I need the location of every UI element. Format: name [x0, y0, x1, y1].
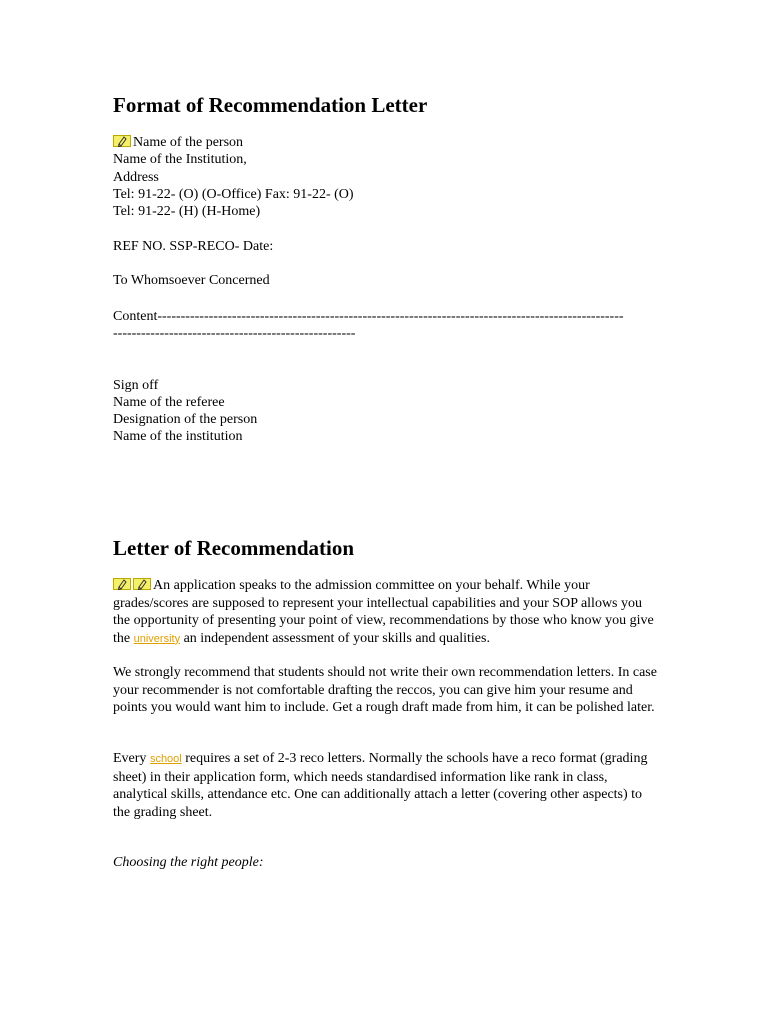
- address-line-tel-office: Tel: 91-22- (O) (O-Office) Fax: 91-22- (O): [113, 187, 354, 202]
- address-line-name: Name of the person: [113, 134, 243, 151]
- signoff-line: Sign off: [113, 378, 159, 393]
- paragraph-1: An application speaks to the admission committee on your behalf. While your grades/scores are supposed to represent your intellectual capabilities and your SOP allows you the opportunity of presenting your point of view, recommendations by those who know you give the university an independent assessment of your skills and qualities.: [113, 578, 654, 646]
- signoff-designation: Designation of the person: [113, 412, 258, 427]
- paragraph-2: We strongly recommend that students should not write their own recommendation letters. In case your recommender is not comfortable drafting the reccos, you can give him your resume and points you would want him to include. Get a rough draft made from him, it can be polished later.: [113, 665, 657, 716]
- subheading-choosing-people: Choosing the right people:: [113, 855, 264, 870]
- edit-marker-icon[interactable]: [133, 578, 151, 590]
- university-link[interactable]: university: [133, 632, 181, 645]
- content-placeholder-line1: Content----------------------------------------------------------------------------------------------------: [113, 309, 624, 324]
- address-line-tel-home: Tel: 91-22- (H) (H-Home): [113, 204, 261, 219]
- section-title-letter: Letter of Recommendation: [113, 536, 355, 560]
- salutation: To Whomsoever Concerned: [113, 273, 270, 288]
- edit-marker-icon[interactable]: [113, 135, 131, 147]
- section-title-format: Format of Recommendation Letter: [113, 93, 428, 117]
- ref-line: REF NO. SSP-RECO- Date:: [113, 239, 274, 254]
- address-line-address: Address: [113, 170, 159, 185]
- school-link[interactable]: school: [149, 753, 182, 765]
- content-placeholder-line2: ----------------------------------------------------: [113, 326, 356, 341]
- paragraph-3: Every school requires a set of 2-3 reco letters. Normally the schools have a reco format (grading sheet) in their application form, which needs standardised information like rank in class, analytical skills, attendance etc. One can additionally attach a letter (covering other aspects) to the grading sheet.: [113, 751, 648, 820]
- edit-marker-icon[interactable]: [113, 578, 131, 590]
- signoff-institution: Name of the institution: [113, 429, 243, 444]
- signoff-referee: Name of the referee: [113, 395, 225, 410]
- address-line-institution: Name of the Institution,: [113, 152, 247, 167]
